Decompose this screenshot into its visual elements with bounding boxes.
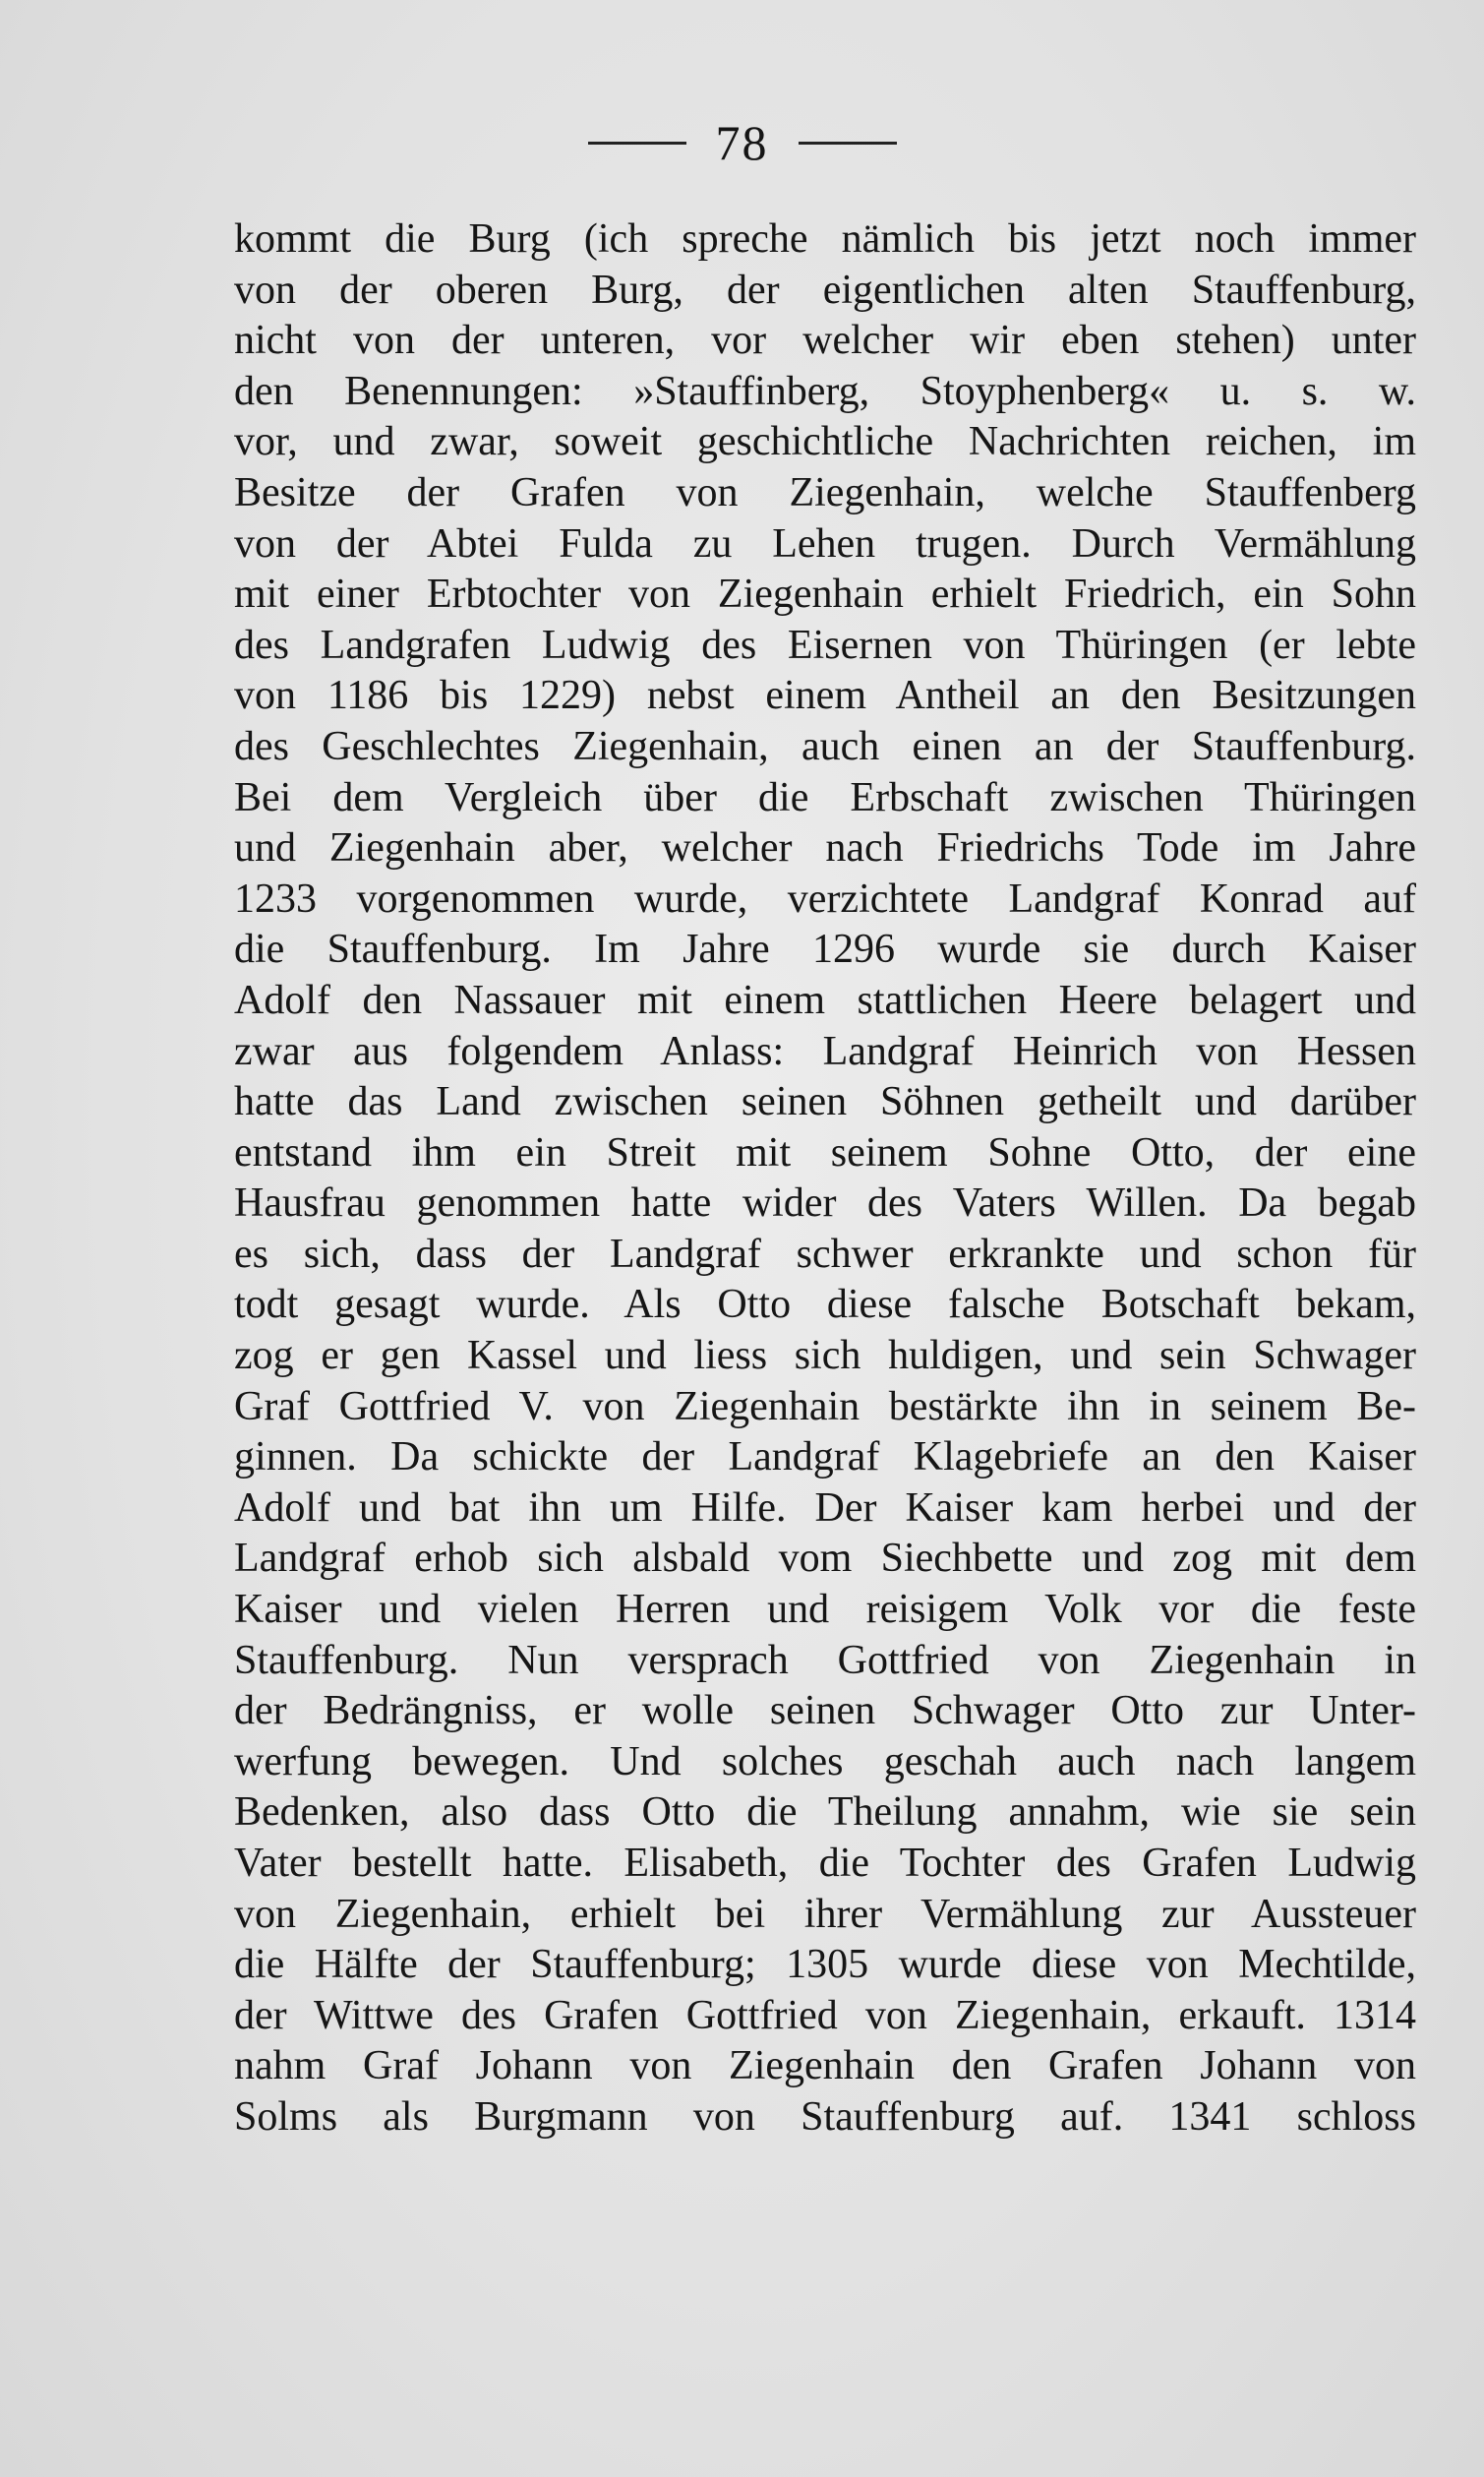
text-line: kommt die Burg (ich spreche nämlich bis jetzt noch immer xyxy=(234,216,1416,262)
body-text xyxy=(234,214,1416,2144)
text-line: von 1186 bis 1229) nebst einem Antheil an den Besitzungen xyxy=(234,673,1416,719)
text-line: die Hälfte der Stauffenburg; 1305 wurde diese von Mechtilde, xyxy=(234,1942,1416,1988)
text-line: Besitze der Grafen von Ziegenhain, welche Stauffenberg xyxy=(234,469,1416,515)
text-line: die Stauffenburg. Im Jahre 1296 wurde sie durch Kaiser xyxy=(234,927,1416,973)
text-line: der Wittwe des Grafen Gottfried von Ziegenhain, erkauft. 1314 xyxy=(234,1992,1416,2038)
text-line: Stauffenburg. Nun versprach Gottfried von Ziegenhain in xyxy=(234,1637,1416,1683)
text-line: Landgraf erhob sich alsbald vom Siechbette und zog mit dem xyxy=(234,1536,1416,1582)
text-line: Kaiser und vielen Herren und reisigem Volk vor die feste xyxy=(234,1587,1416,1633)
text-line: es sich, dass der Landgraf schwer erkrankte und schon für xyxy=(234,1231,1416,1277)
text-line: vor, und zwar, soweit geschichtliche Nachrichten reichen, im xyxy=(234,419,1416,465)
text-line: nahm Graf Johann von Ziegenhain den Grafen Johann von xyxy=(234,2043,1416,2089)
text-line: und Ziegenhain aber, welcher nach Friedrichs Tode im Jahre xyxy=(234,825,1416,872)
text-line: zwar aus folgendem Anlass: Landgraf Heinrich von Hessen xyxy=(234,1028,1416,1074)
text-line: des Geschlechtes Ziegenhain, auch einen an der Stauffenburg. xyxy=(234,723,1416,769)
text-line: von der oberen Burg, der eigentlichen alten Stauffenburg, xyxy=(234,267,1416,313)
text-line: ginnen. Da schickte der Landgraf Klagebriefe an den Kaiser xyxy=(234,1434,1416,1480)
text-line: Solms als Burgmann von Stauffenburg auf. 1341 schloss xyxy=(234,2093,1416,2140)
text-line: Hausfrau genommen hatte wider des Vaters Willen. Da begab xyxy=(234,1180,1416,1227)
text-line: Graf Gottfried V. von Ziegenhain bestärkte ihn in seinem Be- xyxy=(234,1383,1416,1429)
text-line: 1233 vorgenommen wurde, verzichtete Landgraf Konrad auf xyxy=(234,876,1416,922)
text-line: Adolf den Nassauer mit einem stattlichen Heere belagert und xyxy=(234,977,1416,1023)
page-header xyxy=(0,108,1484,177)
text-line: hatte das Land zwischen seinen Söhnen getheilt und darüber xyxy=(234,1079,1416,1125)
text-line: von Ziegenhain, erhielt bei ihrer Vermählung zur Aussteuer xyxy=(234,1891,1416,1937)
page-number: 78 xyxy=(715,115,769,170)
text-line: den Benennungen: »Stauffinberg, Stoyphenberg« u. s. w. xyxy=(234,368,1416,414)
text-line: von der Abtei Fulda zu Lehen trugen. Durch Vermählung xyxy=(234,520,1416,567)
header-rule-right xyxy=(799,142,897,145)
text-line: entstand ihm ein Streit mit seinem Sohne Otto, der eine xyxy=(234,1129,1416,1176)
text-line: werfung bewegen. Und solches geschah auch nach langem xyxy=(234,1738,1416,1784)
text-line: Bedenken, also dass Otto die Theilung annahm, wie sie sein xyxy=(234,1789,1416,1836)
text-line: der Bedrängniss, er wolle seinen Schwager Otto zur Unter- xyxy=(234,1688,1416,1734)
text-line: mit einer Erbtochter von Ziegenhain erhielt Friedrich, ein Sohn xyxy=(234,572,1416,618)
text-line: nicht von der unteren, vor welcher wir eben stehen) unter xyxy=(234,318,1416,364)
text-line: Bei dem Vergleich über die Erbschaft zwischen Thüringen xyxy=(234,774,1416,820)
header-rule-left xyxy=(588,142,686,145)
text-line: todt gesagt wurde. Als Otto diese falsche Botschaft bekam, xyxy=(234,1282,1416,1328)
text-line: Vater bestellt hatte. Elisabeth, die Tochter des Grafen Ludwig xyxy=(234,1841,1416,1886)
text-line: zog er gen Kassel und liess sich huldigen, und sein Schwager xyxy=(234,1333,1416,1379)
text-line: Adolf und bat ihn um Hilfe. Der Kaiser kam herbei und der xyxy=(234,1484,1416,1531)
text-line: des Landgrafen Ludwig des Eisernen von Thüringen (er lebte xyxy=(234,622,1416,668)
